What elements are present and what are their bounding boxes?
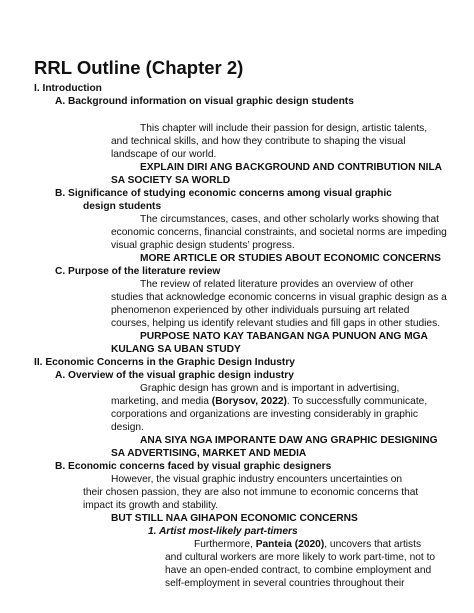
paragraph-line: marketing, and media (Borysov, 2022). To successfully communicate, [111,396,428,407]
subheading-economic-concerns-faced: B. Economic concerns faced by visual graphic designers [55,461,332,472]
paragraph-line: design. [111,422,144,433]
subheading-overview: A. Overview of the visual graphic design industry [55,370,294,381]
paragraph-line: corporations and organizations are investing considerably in graphic [111,409,418,420]
paragraph-line: phenomenon experienced by other individuals pursuing art related [111,305,410,316]
paragraph-line: visual graphic design students’ progress. [111,240,295,251]
section-heading-economic-concerns: II. Economic Concerns in the Graphic Design Industry [34,357,295,368]
paragraph-line: economic concerns, financial constraints, and societal norms are impeding [111,227,447,238]
paragraph-line: courses, helping us identify relevant studies and fill gaps in other studies. [111,318,441,329]
paragraph-line: and cultural workers are more likely to work part-time, not to [165,552,436,563]
paragraph-line: impact its growth and stability. [83,500,219,511]
subheading-significance-cont: design students [83,201,162,212]
note-line: EXPLAIN DIRI ANG BACKGROUND AND CONTRIBUTION NILA [140,162,443,173]
paragraph-line: and technical skills, and how they contribute to shaping the visual [111,136,406,147]
paragraph-line: landscape of our world. [111,149,217,160]
note-line: PURPOSE NATO KAY TABANGAN NGA PUNUON ANG MGA [140,331,428,342]
paragraph-line: their chosen passion, they are also not immune to economic concerns that [83,487,419,498]
numbered-item-artist-part-timers: 1. Artist most-likely part-timers [148,526,298,537]
paragraph-line: This chapter will include their passion for design, artistic talents, [140,123,428,134]
document-title: RRL Outline (Chapter 2) [34,57,244,78]
subheading-significance: B. Significance of studying economic concerns among visual graphic [55,188,392,199]
paragraph-line: Furthermore, Panteia (2020), uncovers that artists [194,539,422,550]
note-line: MORE ARTICLE OR STUDIES ABOUT ECONOMIC CONCERNS [140,253,441,264]
paragraph-line: The review of related literature provides an overview of other [140,279,414,290]
subheading-background: A. Background information on visual graphic design students [55,96,354,107]
note-line: SA SOCIETY SA WORLD [111,175,231,186]
note-line: ANA SIYA NGA IMPORANTE DAW ANG GRAPHIC DESIGNING [140,435,438,446]
section-heading-introduction: I. Introduction [34,83,102,94]
note-line: BUT STILL NAA GIHAPON ECONOMIC CONCERNS [111,513,358,524]
paragraph-line: However, the visual graphic industry encounters uncertainties on [111,474,403,485]
paragraph-line: The circumstances, cases, and other scholarly works showing that [140,214,439,225]
note-line: KULANG SA UBAN STUDY [111,344,241,355]
subheading-purpose: C. Purpose of the literature review [55,266,221,277]
paragraph-line: studies that acknowledge economic concerns in visual graphic design as a [111,292,447,303]
paragraph-line: self-employment in several countries throughout their [165,578,405,589]
note-line: SA ADVERTISING, MARKET AND MEDIA [111,448,307,459]
paragraph-line: Graphic design has grown and is important in advertising, [140,383,400,394]
paragraph-line: have an open-ended contract, to combine employment and [165,565,432,576]
